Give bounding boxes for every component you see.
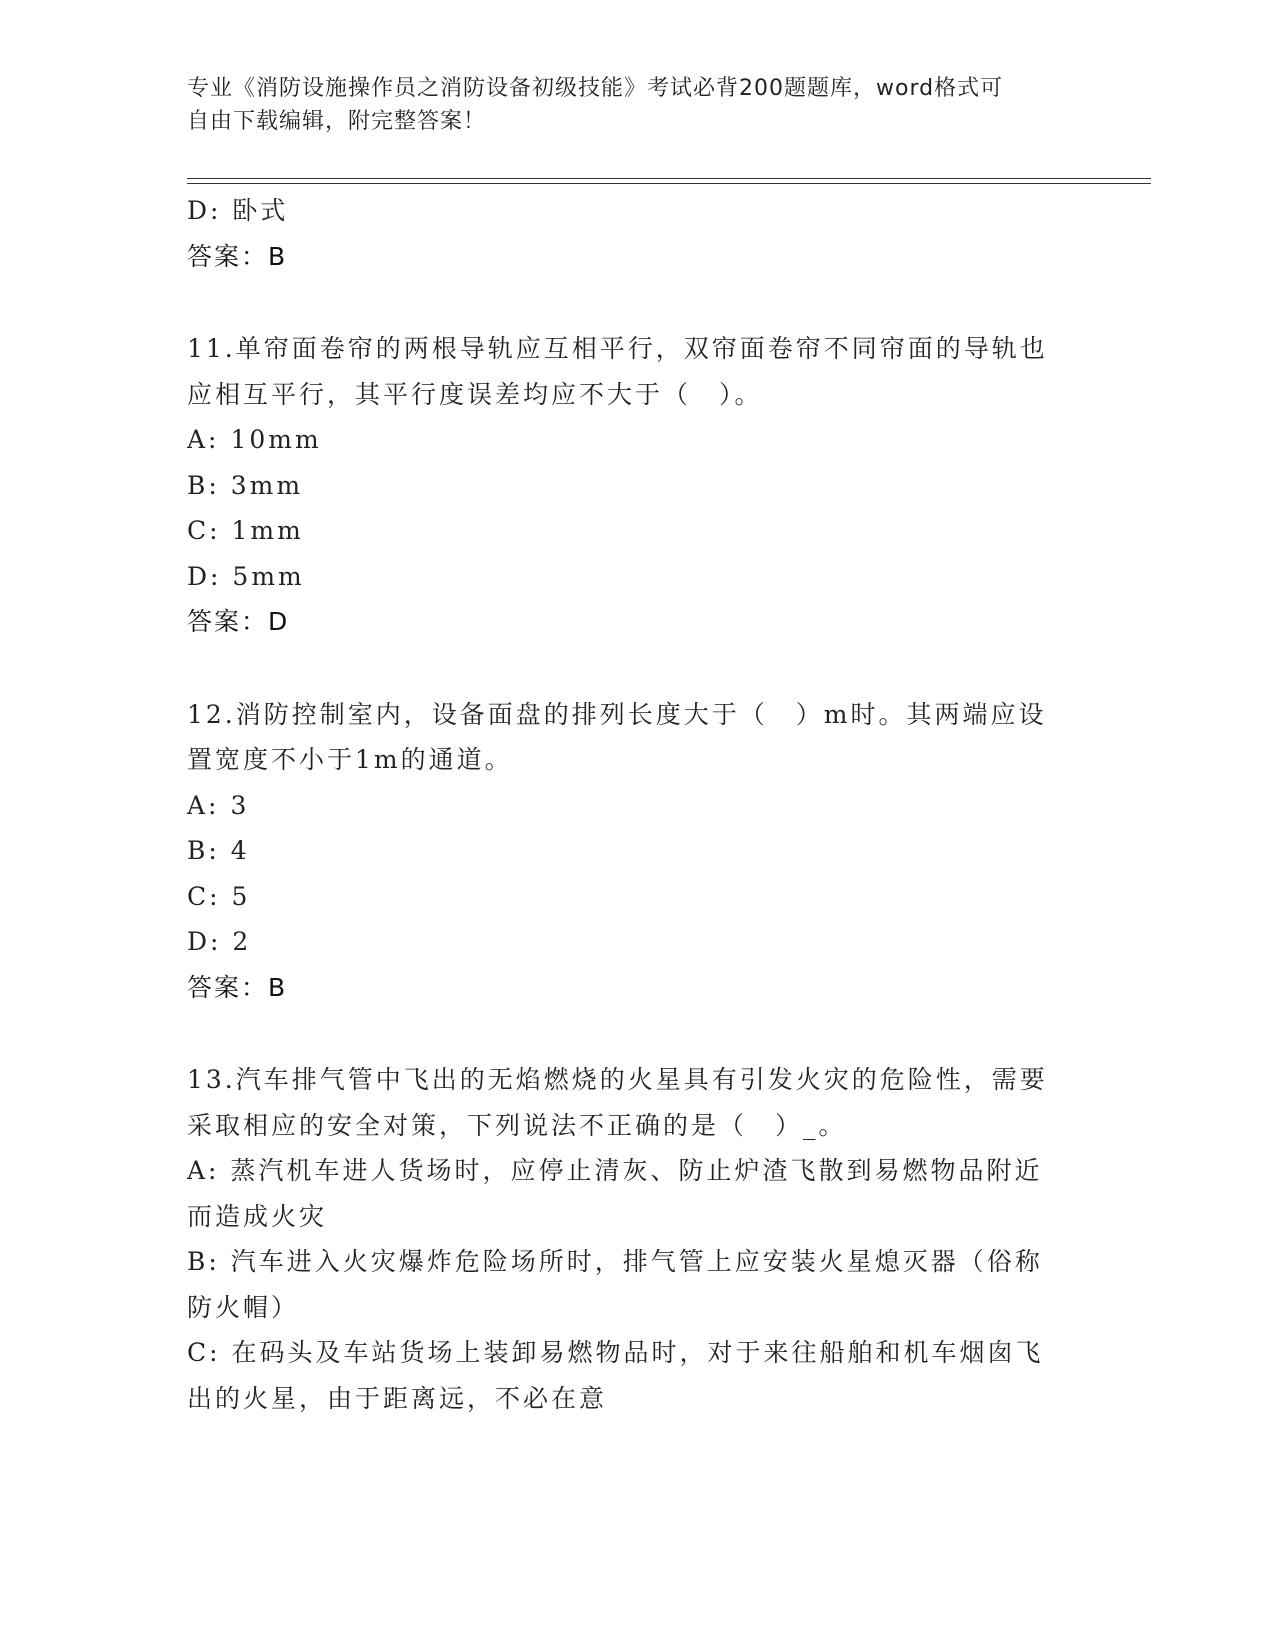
- option-label: C:: [187, 881, 221, 911]
- option-text: 在码头及车站货场上装卸易燃物品时，对于来往船舶和机车烟囱飞: [231, 1338, 1044, 1367]
- option-label: A:: [187, 1156, 220, 1185]
- answer: 答案：B: [187, 241, 288, 271]
- question-stem: 13.汽车排气管中飞出的无焰燃烧的火星具有引发火灾的危险性，需要: [187, 1065, 1048, 1094]
- document-body: [187, 188, 1087, 1421]
- option-c: [187, 1330, 1087, 1376]
- document-header: [187, 72, 1087, 138]
- option-text: 5mm: [232, 561, 305, 591]
- option-label: B:: [187, 1247, 220, 1276]
- option-label: D:: [187, 196, 222, 225]
- question-13: [187, 1057, 1087, 1421]
- question-stem: 12.消防控制室内，设备面盘的排列长度大于（ ）m时。其两端应设: [187, 699, 1047, 729]
- option-d: [187, 554, 1087, 600]
- question-12: [187, 692, 1087, 1011]
- option-text: 3: [230, 790, 250, 820]
- option-label: C:: [187, 516, 221, 545]
- option-text: 1mm: [231, 516, 304, 545]
- option-text: 卧式: [232, 196, 289, 225]
- option-text-continued: 出的火星，由于距离远，不必在意: [187, 1383, 608, 1413]
- option-label: B:: [187, 470, 220, 500]
- option-text: 汽车进入火灾爆炸危险场所时，排气管上应安装火星熄灭器（俗称: [230, 1247, 1043, 1276]
- option-label: A:: [187, 790, 220, 820]
- option-text: 10mm: [230, 425, 322, 454]
- option-c: [187, 508, 1087, 554]
- header-line-2: 自由下载编辑，附完整答案！: [187, 109, 487, 134]
- answer: 答案：D: [187, 607, 290, 636]
- option-c: [187, 874, 1087, 920]
- option-a: [187, 783, 1087, 829]
- option-b: [187, 463, 1087, 509]
- option-d: [187, 188, 1087, 234]
- header-divider-bottom: [187, 183, 1151, 184]
- option-label: C:: [187, 1338, 221, 1367]
- option-label: D:: [187, 561, 222, 591]
- option-label: D:: [187, 927, 222, 956]
- option-text: 2: [232, 927, 252, 956]
- option-label: B:: [187, 836, 220, 865]
- option-a: [187, 417, 1087, 463]
- option-text: 4: [230, 836, 250, 865]
- option-d: [187, 919, 1087, 965]
- question-stem: 应相互平行，其平行度误差均应不大于（ ）。: [187, 379, 763, 409]
- option-text-continued: 防火帽）: [187, 1292, 300, 1322]
- answer: 答案：B: [187, 972, 288, 1002]
- option-b: [187, 1239, 1087, 1285]
- header-divider-top: [187, 178, 1151, 179]
- option-text: 3mm: [230, 470, 304, 500]
- question-11: [187, 326, 1087, 645]
- question-stem: 采取相应的安全对策，下列说法不正确的是（ ）_。: [187, 1110, 847, 1140]
- option-text: 蒸汽机车进人货场时，应停止清灰、防止炉渣飞散到易燃物品附近: [230, 1156, 1043, 1185]
- question-stem: 11.单帘面卷帘的两根导轨应互相平行，双帘面卷帘不同帘面的导轨也: [187, 334, 1048, 363]
- option-b: [187, 828, 1087, 874]
- option-a: [187, 1148, 1087, 1194]
- question-stem: 置宽度不小于1m的通道。: [187, 745, 513, 774]
- option-text: 5: [231, 881, 251, 911]
- option-label: A:: [187, 425, 220, 454]
- option-text-continued: 而造成火灾: [187, 1201, 328, 1231]
- header-line-1: 专业《消防设施操作员之消防设备初级技能》考试必背200题题库，word格式可: [187, 76, 1004, 101]
